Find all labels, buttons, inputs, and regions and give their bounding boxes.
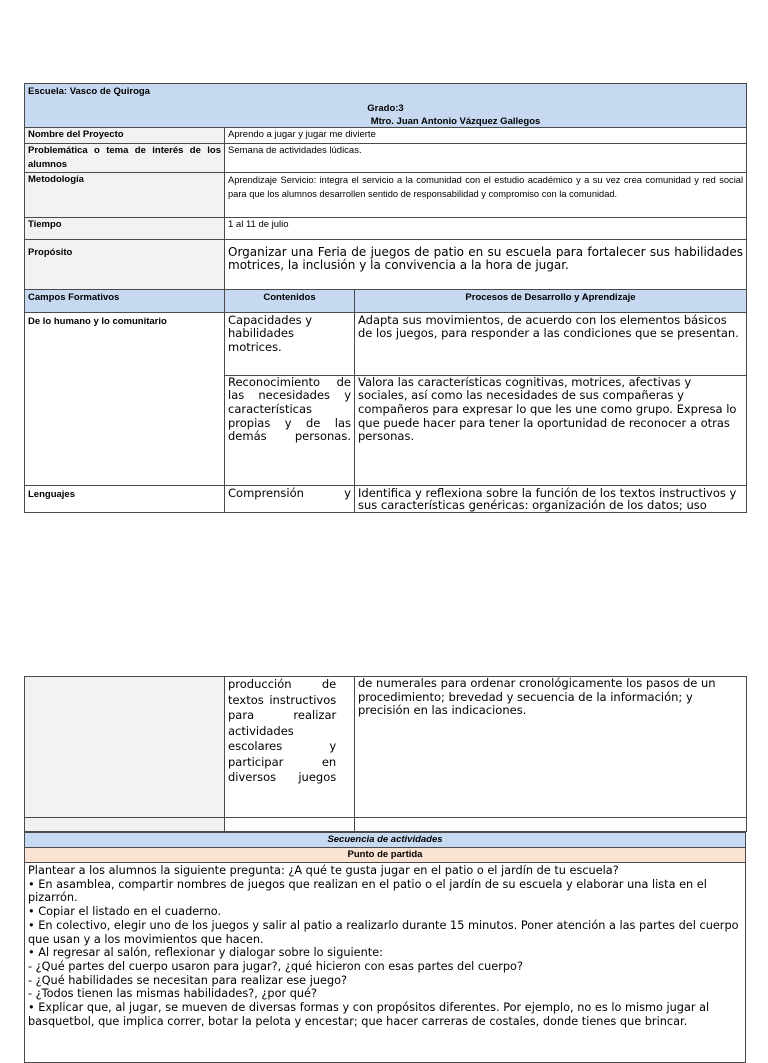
problem-label: Problemática o tema de interés de los alumnos	[25, 143, 225, 172]
pda-identifica: Identifica y reflexiona sobre la función de los textos instructivos y sus características genéricas: organización de los datos; uso	[355, 485, 747, 512]
seq-line: • Explicar que, al jugar, se mueven de diversas formas y con propósitos diferentes. Por ejemplo, no es lo mismo jugar al basquetbol, que implica correr, botar la pelota y encestar; que hacer carreras de costales, donde tienes que brincar.	[28, 1001, 710, 1028]
contenido-capacidades: Capacidades y habilidades motrices.	[225, 312, 355, 375]
method-value: Aprendizaje Servicio: integra el servicio a la comunidad con el estudio académico y a su vez crea comunidad y red social para que los alumnos desarrollen sentido de responsabilidad y compromiso con la comunidad.	[225, 172, 747, 217]
planning-table-bottom	[24, 676, 746, 1063]
sequence-body	[25, 863, 746, 1063]
problem-value: Semana de actividades lúdicas.	[225, 143, 747, 172]
col-pda-header: Procesos de Desarrollo y Aprendizaje	[355, 289, 747, 312]
campo-empty	[25, 677, 225, 818]
spacer-cell-3	[355, 818, 747, 832]
content-row-1	[25, 312, 747, 375]
planning-table-top	[24, 83, 746, 513]
contenido-comprension: Comprensión y	[225, 485, 355, 512]
seq-line: Plantear a los alumnos la siguiente pregunta: ¿A qué te gusta jugar en el patio o el jardín de tu escuela?	[28, 864, 619, 877]
time-value: 1 al 11 de julio	[225, 217, 747, 239]
project-label: Nombre del Proyecto	[25, 128, 225, 144]
purpose-value: Organizar una Feria de juegos de patio en su escuela para fortalecer sus habilidades motrices, la inclusión y la convivencia a la hora de jugar.	[225, 239, 747, 289]
continued-row	[25, 677, 747, 818]
starting-point-label: Punto de partida	[25, 848, 746, 863]
column-headers	[25, 289, 747, 312]
project-row	[25, 128, 747, 144]
seq-line: - ¿Todos tienen las mismas habilidades?, ¿por qué?	[28, 987, 318, 1001]
pda-valora: Valora las características cognitivas, motrices, afectivas y sociales, así como las necesidades de sus compañeras y compañeros para expresar lo que les une como grupo. Expresa lo que puede hacer para tener la oportunidad de reconocer a otras personas.	[355, 375, 747, 485]
method-label: Metodología	[25, 172, 225, 217]
start-row	[25, 848, 746, 863]
seq-line: • Al regresar al salón, reflexionar y dialogar sobre lo siguiente:	[28, 946, 383, 960]
spacer-cell-2	[225, 818, 355, 832]
sequence-body-row	[25, 863, 746, 1063]
purpose-row	[25, 239, 747, 289]
school-name: Escuela: Vasco de Quiroga	[28, 86, 150, 97]
spacer-row	[25, 818, 747, 832]
seq-line: - ¿Qué habilidades se necesitan para realizar ese juego?	[28, 973, 348, 987]
sequence-title-row	[25, 833, 746, 848]
content-row-3	[25, 485, 747, 512]
header-row	[25, 84, 747, 128]
contenido-reconocimiento: Reconocimiento de las necesidades y características propias y de las demás personas.	[225, 375, 355, 485]
campo-humano-comunitario: De lo humano y lo comunitario	[25, 312, 225, 485]
problem-row	[25, 143, 747, 172]
method-row	[25, 172, 747, 217]
seq-line: • Copiar el listado en el cuaderno.	[28, 905, 222, 919]
time-row	[25, 217, 747, 239]
seq-line: • En asamblea, compartir nombres de juegos que realizan en el patio o el jardín de su escuela y elaborar una lista en el pizarrón.	[28, 877, 707, 905]
contenido-produccion: producción de textos instructivos para realizar actividades escolares y participar en diversos juegos	[225, 677, 355, 818]
project-value: Aprendo a jugar y jugar me divierte	[225, 128, 747, 144]
pda-adapta: Adapta sus movimientos, de acuerdo con los elementos básicos de los juegos, para responder a las condiciones que se presentan.	[355, 312, 747, 375]
spacer-cell-1	[25, 818, 225, 832]
seq-line: - ¿Qué partes del cuerpo usaron para jugar?, ¿qué hicieron con esas partes del cuerpo?	[28, 959, 523, 973]
seq-line: • En colectivo, elegir uno de los juegos y salir al patio a realizarlo durante 15 minutos. Poner atención a las partes del cuerpo que usan y a los movimientos que hacen.	[28, 918, 739, 946]
pda-numerales: de numerales para ordenar cronológicamente los pasos de un procedimiento; brevedad y secuencia de la información; y precisión en las indicaciones.	[355, 677, 747, 818]
sequence-title: Secuencia de actividades	[25, 833, 746, 848]
time-label: Tiempo	[25, 217, 225, 239]
teacher-name: Mtro. Juan Antonio Vázquez Gallegos	[370, 116, 541, 127]
col-campos-header: Campos Formativos	[25, 289, 225, 312]
grade-label: Grado:3	[367, 103, 404, 114]
purpose-label: Propósito	[25, 239, 225, 289]
campo-lenguajes: Lenguajes	[25, 485, 225, 512]
col-contenidos-header: Contenidos	[225, 289, 355, 312]
